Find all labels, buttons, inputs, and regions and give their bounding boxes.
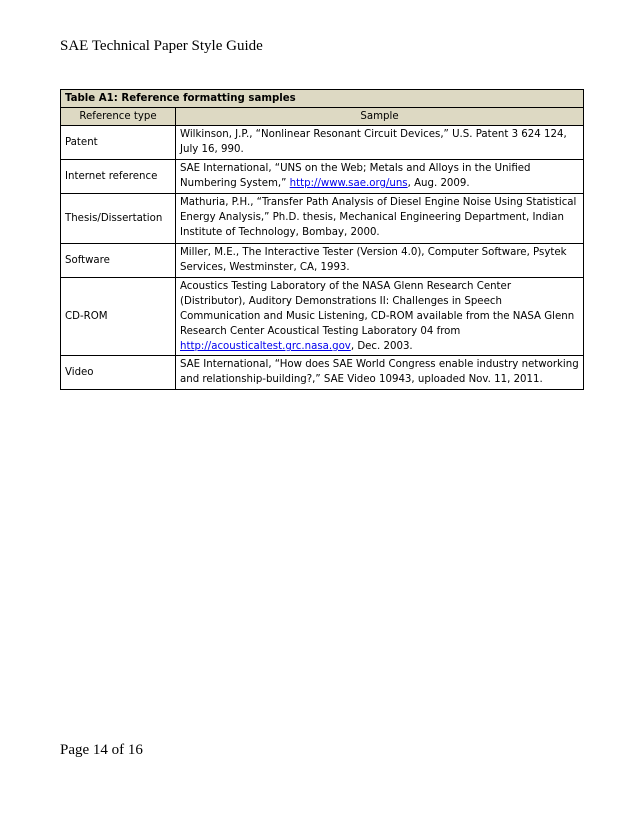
reference-table (60, 89, 584, 390)
reference-type-cell: Software (61, 244, 176, 278)
table-header-row (61, 108, 584, 126)
sample-text: , Aug. 2009. (407, 178, 470, 189)
reference-type-cell: Thesis/Dissertation (61, 194, 176, 244)
table-row (61, 194, 584, 244)
sample-cell (176, 160, 584, 194)
running-header: SAE Technical Paper Style Guide (60, 38, 263, 54)
reference-type-cell: CD-ROM (61, 278, 176, 356)
sample-text: Acoustics Testing Laboratory of the NASA Glenn Research Center (Distributor), Auditory Demonstrations II: Challenges in Speech Communication and Music Listening, CD-ROM available from the NASA Glenn Research Center Acoustical Testing Laboratory 04 from (180, 281, 575, 337)
sample-cell: Mathuria, P.H., “Transfer Path Analysis of Diesel Engine Noise Using Statistical Energy Analysis,” Ph.D. thesis, Mechanical Engineering Department, Indian Institute of Technology, Bombay, 2000. (176, 194, 584, 244)
table-caption: Table A1: Reference formatting samples (61, 90, 584, 108)
column-header-reference-type: Reference type (61, 108, 176, 126)
reference-type-cell: Internet reference (61, 160, 176, 194)
table-row (61, 244, 584, 278)
sample-cell: Miller, M.E., The Interactive Tester (Version 4.0), Computer Software, Psytek Services, Westminster, CA, 1993. (176, 244, 584, 278)
sample-text: SAE International, “UNS on the Web; Metals and Alloys in the Unified Numbering System,” (180, 163, 531, 189)
nasa-acoustical-test-link[interactable]: http://acousticaltest.grc.nasa.gov (180, 341, 351, 352)
sample-cell (176, 278, 584, 356)
reference-type-cell: Video (61, 356, 176, 390)
reference-type-cell: Patent (61, 126, 176, 160)
table-row (61, 278, 584, 356)
column-header-sample: Sample (176, 108, 584, 126)
sample-text: , Dec. 2003. (350, 341, 413, 352)
sample-cell: Wilkinson, J.P., “Nonlinear Resonant Circuit Devices,” U.S. Patent 3 624 124, July 16, 990. (176, 126, 584, 160)
table-row (61, 356, 584, 390)
sae-uns-link[interactable]: http://www.sae.org/uns (289, 178, 408, 189)
sample-cell: SAE International, “How does SAE World Congress enable industry networking and relationship-building?,” SAE Video 10943, uploaded Nov. 11, 2011. (176, 356, 584, 390)
table-row (61, 126, 584, 160)
page-number: Page 14 of 16 (60, 742, 143, 758)
table-row (61, 160, 584, 194)
